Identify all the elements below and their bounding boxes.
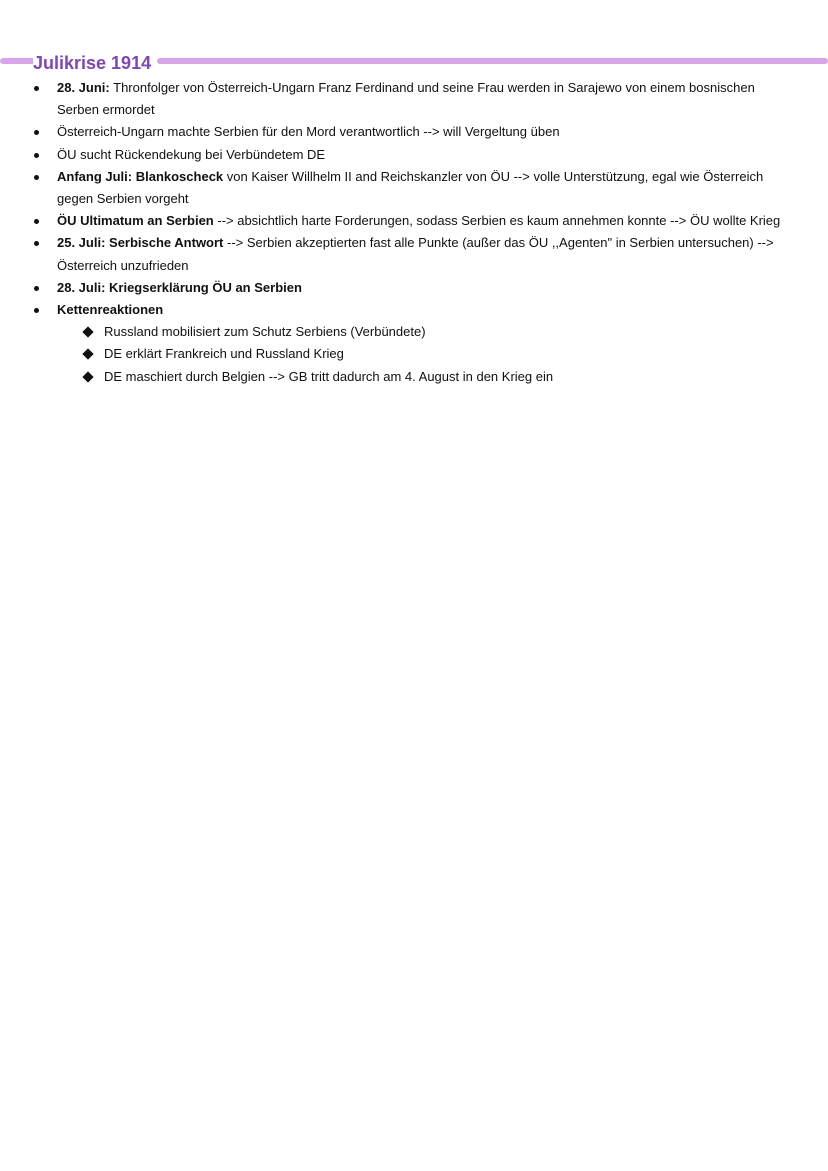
item-bold-text: 28. Juni: xyxy=(57,80,110,95)
item-text: von Kaiser Willhelm II and Reichskanzler von ÖU --> volle Unterstützung, egal wie Österreich gegen Serbien vorgeht xyxy=(57,168,764,207)
list-item-serbian-answer xyxy=(0,232,800,276)
page-title: Julikrise 1914 xyxy=(33,52,154,74)
chain-reaction-list xyxy=(57,321,800,388)
item-bold-text: ÖU Ultimatum an Serbien xyxy=(57,213,214,229)
list-item-chain-reactions xyxy=(0,299,800,388)
list-item-blame xyxy=(0,121,800,143)
section-heading xyxy=(0,52,828,74)
item-text: Österreich-Ungarn machte Serbien für den Mord verantwortlich --> will Vergeltung üben xyxy=(57,124,560,140)
list-item-declaration-of-war xyxy=(0,277,800,299)
list-item-ultimatum xyxy=(0,210,800,232)
item-bold-text: 25. Juli: Serbische Antwort xyxy=(57,235,224,251)
item-text: --> Serbien akzeptierten fast alle Punkte (außer das ÖU ,,Agenten" in Serbien untersuchen) --> Österreich unzufrieden xyxy=(57,235,774,273)
item-text: --> absichtlich harte Forderungen, sodass Serbien es kaum annehmen konnte --> ÖU wollte Krieg xyxy=(213,213,781,229)
heading-rule-right xyxy=(157,58,828,64)
list-item-assassination xyxy=(0,77,800,121)
item-text: Thronfolger von Österreich-Ungarn Franz Ferdinand und seine Frau werden in Sarajewo von einem bosnischen Serben ermordet xyxy=(57,80,755,118)
event-list xyxy=(0,77,800,388)
item-bold-text: Kettenreaktionen xyxy=(57,302,164,318)
list-item-support xyxy=(0,144,800,166)
item-text: ÖU sucht Rückendekung bei Verbündetem DE xyxy=(57,146,326,162)
item-bold-text: Anfang Juli: Blankoscheck xyxy=(57,168,224,184)
sub-item-russia: Russland mobilisiert zum Schutz Serbiens (Verbündete) xyxy=(57,321,800,343)
heading-rule-left xyxy=(0,58,36,64)
sub-item-france-russia: DE erklärt Frankreich und Russland Krieg xyxy=(57,343,800,365)
item-bold-text: 28. Juli: Kriegserklärung ÖU an Serbien xyxy=(57,279,302,295)
list-item-blankoscheck xyxy=(0,166,800,210)
sub-item-belgium: DE maschiert durch Belgien --> GB tritt dadurch am 4. August in den Krieg ein xyxy=(57,366,800,388)
